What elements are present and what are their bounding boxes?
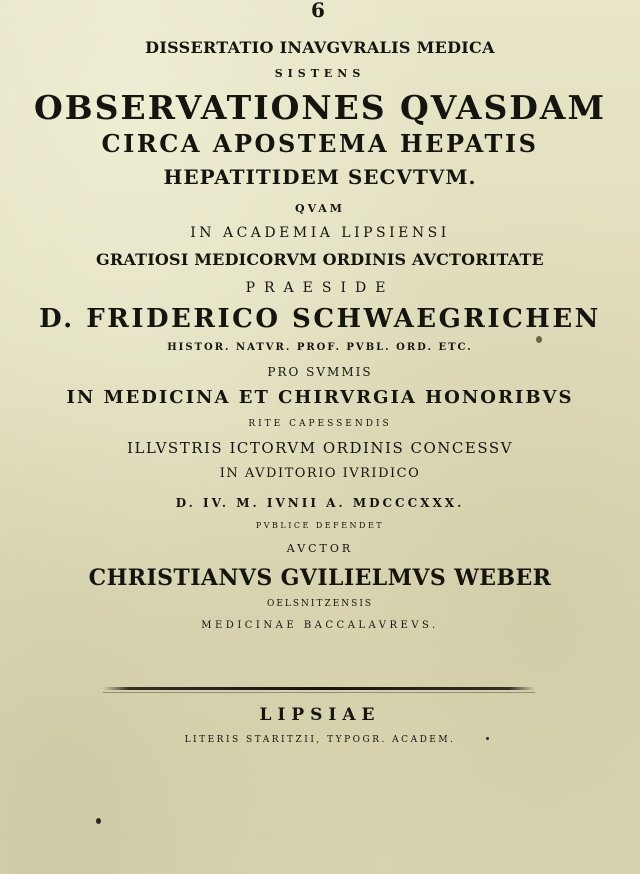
- author-name: CHRISTIANVS GVILIELMVS WEBER: [88, 565, 552, 591]
- main-title-line-3: HEPATITIDEM SECVTVM.: [163, 165, 477, 189]
- pro-summis-line: PRO SVMMIS: [267, 365, 373, 379]
- imprint-place: LIPSIAE: [259, 705, 381, 725]
- date-line: D. IV. M. IVNII A. MDCCCXXX.: [175, 496, 465, 510]
- publice-defendet-line: PVBLICE DEFENDET: [255, 521, 385, 530]
- page-corner-mark: 6: [311, 0, 325, 22]
- praeses-name: D. FRIDERICO SCHWAEGRICHEN: [39, 304, 601, 334]
- imprint-rule: [103, 687, 535, 690]
- praeside-line: PRAESIDE: [245, 280, 395, 296]
- author-degree: MEDICINAE BACCALAVREVS.: [201, 620, 439, 631]
- rite-capessendis-line: RITE CAPESSENDIS: [248, 419, 392, 429]
- ink-speck: [96, 818, 101, 824]
- sistens-line: SISTENS: [274, 67, 366, 80]
- dissertation-heading: DISSERTATIO INAVGVRALIS MEDICA: [145, 38, 495, 57]
- praeses-title: HISTOR. NATVR. PROF. PVBL. ORD. ETC.: [167, 342, 473, 353]
- main-title-line-2: CIRCA APOSTEMA HEPATIS: [101, 129, 539, 158]
- honores-line: IN MEDICINA ET CHIRVRGIA HONORIBVS: [66, 387, 574, 408]
- main-title-line-1: OBSERVATIONES QVASDAM: [33, 88, 607, 127]
- author-origin: OELSNITZENSIS: [266, 599, 374, 609]
- quam-line: QVAM: [295, 202, 345, 215]
- imprint-printer: LITERIS STARITZII, TYPOGR. ACADEM.: [184, 735, 456, 745]
- academy-line: IN ACADEMIA LIPSIENSI: [190, 225, 450, 241]
- auctor-line: AVCTOR: [286, 542, 354, 555]
- imprint-rule-shadow: [103, 692, 535, 693]
- auditorio-line: IN AVDITORIO IVRIDICO: [219, 466, 421, 481]
- ink-speck: [536, 336, 542, 343]
- concessu-line: ILLVSTRIS ICTORVM ORDINIS CONCESSV: [127, 439, 513, 457]
- authority-line: GRATIOSI MEDICORVM ORDINIS AVCTORITATE: [96, 250, 544, 269]
- ink-speck: [486, 737, 489, 740]
